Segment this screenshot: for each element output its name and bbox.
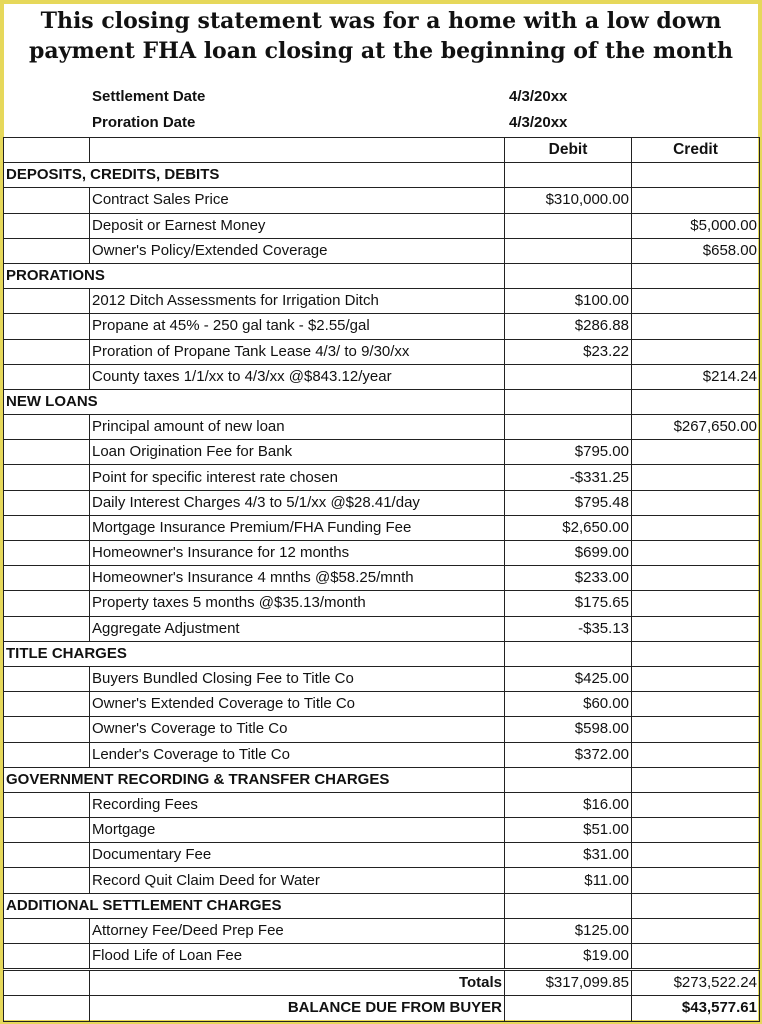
indent-cell xyxy=(4,843,90,868)
line-item-row xyxy=(4,490,760,515)
section-heading: PRORATIONS xyxy=(4,263,505,288)
indent-cell xyxy=(4,490,90,515)
section-credit-blank xyxy=(632,163,760,188)
totals-label: Totals xyxy=(90,970,505,996)
line-item-description: Mortgage Insurance Premium/FHA Funding Fee xyxy=(90,515,505,540)
line-item-description: Owner's Coverage to Title Co xyxy=(90,717,505,742)
line-item-credit xyxy=(632,792,760,817)
line-item-credit xyxy=(632,717,760,742)
indent-cell xyxy=(4,440,90,465)
line-item-row xyxy=(4,591,760,616)
line-item-credit xyxy=(632,692,760,717)
line-item-debit xyxy=(505,415,632,440)
line-item-description: Daily Interest Charges 4/3 to 5/1/xx @$28.41/day xyxy=(90,490,505,515)
indent-cell xyxy=(4,314,90,339)
line-item-description: Recording Fees xyxy=(90,792,505,817)
line-item-credit xyxy=(632,490,760,515)
balance-row xyxy=(4,996,760,1021)
closing-statement-table xyxy=(3,137,760,1022)
line-item-debit: $699.00 xyxy=(505,541,632,566)
line-item-debit: $23.22 xyxy=(505,339,632,364)
proration-date-value: 4/3/20xx xyxy=(509,114,568,131)
line-item-description: Lender's Coverage to Title Co xyxy=(90,742,505,767)
section-row xyxy=(4,263,760,288)
section-credit-blank xyxy=(632,893,760,918)
header-blank-b xyxy=(90,138,505,163)
balance-label: BALANCE DUE FROM BUYER xyxy=(90,996,505,1021)
line-item-debit: $19.00 xyxy=(505,944,632,970)
indent-cell xyxy=(4,666,90,691)
line-item-credit: $5,000.00 xyxy=(632,213,760,238)
line-item-row xyxy=(4,314,760,339)
line-item-row xyxy=(4,868,760,893)
line-item-row xyxy=(4,541,760,566)
line-item-description: Owner's Policy/Extended Coverage xyxy=(90,238,505,263)
section-heading: NEW LOANS xyxy=(4,389,505,414)
line-item-debit xyxy=(505,213,632,238)
line-item-description: Aggregate Adjustment xyxy=(90,616,505,641)
line-item-credit xyxy=(632,591,760,616)
section-heading: TITLE CHARGES xyxy=(4,641,505,666)
indent-cell xyxy=(4,238,90,263)
indent-cell xyxy=(4,188,90,213)
line-item-debit: $598.00 xyxy=(505,717,632,742)
line-item-row xyxy=(4,213,760,238)
section-row xyxy=(4,767,760,792)
line-item-credit xyxy=(632,566,760,591)
line-item-debit: -$35.13 xyxy=(505,616,632,641)
line-item-debit: $233.00 xyxy=(505,566,632,591)
indent-cell xyxy=(4,213,90,238)
indent-cell xyxy=(4,944,90,970)
line-item-credit xyxy=(632,339,760,364)
line-item-row xyxy=(4,364,760,389)
indent-cell xyxy=(4,818,90,843)
indent-cell xyxy=(4,566,90,591)
indent-cell xyxy=(4,515,90,540)
line-item-description: Mortgage xyxy=(90,818,505,843)
line-item-row xyxy=(4,742,760,767)
line-item-description: Deposit or Earnest Money xyxy=(90,213,505,238)
line-item-description: Attorney Fee/Deed Prep Fee xyxy=(90,918,505,943)
line-item-credit xyxy=(632,440,760,465)
line-item-row xyxy=(4,843,760,868)
line-item-credit xyxy=(632,515,760,540)
section-debit-blank xyxy=(505,641,632,666)
line-item-description: Homeowner's Insurance 4 mnths @$58.25/mnth xyxy=(90,566,505,591)
section-row xyxy=(4,163,760,188)
debit-column-header: Debit xyxy=(505,138,632,163)
line-item-debit xyxy=(505,238,632,263)
line-item-debit: $175.65 xyxy=(505,591,632,616)
section-debit-blank xyxy=(505,263,632,288)
totals-credit: $273,522.24 xyxy=(632,970,760,996)
line-item-description: 2012 Ditch Assessments for Irrigation Ditch xyxy=(90,289,505,314)
line-item-debit: $11.00 xyxy=(505,868,632,893)
title-line-2: payment FHA loan closing at the beginning of the month xyxy=(29,38,733,64)
line-item-credit xyxy=(632,818,760,843)
line-item-description: Loan Origination Fee for Bank xyxy=(90,440,505,465)
line-item-description: Point for specific interest rate chosen xyxy=(90,465,505,490)
line-item-row xyxy=(4,465,760,490)
line-item-credit xyxy=(632,742,760,767)
line-item-row xyxy=(4,918,760,943)
section-credit-blank xyxy=(632,263,760,288)
line-item-credit xyxy=(632,944,760,970)
line-item-description: Property taxes 5 months @$35.13/month xyxy=(90,591,505,616)
line-item-debit: $795.00 xyxy=(505,440,632,465)
header-row xyxy=(4,138,760,163)
line-item-debit xyxy=(505,364,632,389)
line-item-description: County taxes 1/1/xx to 4/3/xx @$843.12/year xyxy=(90,364,505,389)
line-item-row xyxy=(4,818,760,843)
section-row xyxy=(4,389,760,414)
line-item-credit xyxy=(632,868,760,893)
line-item-row xyxy=(4,238,760,263)
indent-cell xyxy=(4,868,90,893)
line-item-credit xyxy=(632,188,760,213)
line-item-debit: $795.48 xyxy=(505,490,632,515)
line-item-debit: $100.00 xyxy=(505,289,632,314)
proration-date-label: Proration Date xyxy=(92,114,196,131)
line-item-description: Owner's Extended Coverage to Title Co xyxy=(90,692,505,717)
line-item-description: Homeowner's Insurance for 12 months xyxy=(90,541,505,566)
header-blank-a xyxy=(4,138,90,163)
section-heading: DEPOSITS, CREDITS, DEBITS xyxy=(4,163,505,188)
line-item-debit: $31.00 xyxy=(505,843,632,868)
section-debit-blank xyxy=(505,163,632,188)
line-item-credit: $658.00 xyxy=(632,238,760,263)
line-item-row xyxy=(4,566,760,591)
settlement-date-value: 4/3/20xx xyxy=(509,88,568,105)
indent-cell xyxy=(4,692,90,717)
line-item-description: Principal amount of new loan xyxy=(90,415,505,440)
line-item-debit: $372.00 xyxy=(505,742,632,767)
line-item-credit xyxy=(632,314,760,339)
line-item-debit: $16.00 xyxy=(505,792,632,817)
balance-debit xyxy=(505,996,632,1021)
line-item-debit: $60.00 xyxy=(505,692,632,717)
indent-cell xyxy=(4,289,90,314)
line-item-description: Documentary Fee xyxy=(90,843,505,868)
line-item-row xyxy=(4,692,760,717)
balance-blank xyxy=(4,996,90,1021)
section-row xyxy=(4,641,760,666)
line-item-credit xyxy=(632,918,760,943)
section-debit-blank xyxy=(505,893,632,918)
line-item-credit xyxy=(632,616,760,641)
totals-row xyxy=(4,970,760,996)
line-item-description: Flood Life of Loan Fee xyxy=(90,944,505,970)
indent-cell xyxy=(4,591,90,616)
indent-cell xyxy=(4,717,90,742)
line-item-row xyxy=(4,440,760,465)
indent-cell xyxy=(4,465,90,490)
line-item-description: Proration of Propane Tank Lease 4/3/ to 9/30/xx xyxy=(90,339,505,364)
line-item-debit: $51.00 xyxy=(505,818,632,843)
line-item-row xyxy=(4,616,760,641)
indent-cell xyxy=(4,415,90,440)
indent-cell xyxy=(4,339,90,364)
section-credit-blank xyxy=(632,767,760,792)
line-item-credit: $214.24 xyxy=(632,364,760,389)
line-item-credit xyxy=(632,843,760,868)
settlement-date-label: Settlement Date xyxy=(92,88,206,105)
line-item-row xyxy=(4,515,760,540)
line-item-credit: $267,650.00 xyxy=(632,415,760,440)
line-item-credit xyxy=(632,289,760,314)
indent-cell xyxy=(4,742,90,767)
line-item-description: Contract Sales Price xyxy=(90,188,505,213)
line-item-description: Propane at 45% - 250 gal tank - $2.55/gal xyxy=(90,314,505,339)
section-credit-blank xyxy=(632,389,760,414)
line-item-row xyxy=(4,944,760,970)
line-item-row xyxy=(4,792,760,817)
statement-title xyxy=(0,6,762,66)
totals-debit: $317,099.85 xyxy=(505,970,632,996)
section-debit-blank xyxy=(505,389,632,414)
line-item-row xyxy=(4,289,760,314)
credit-column-header: Credit xyxy=(632,138,760,163)
line-item-row xyxy=(4,415,760,440)
line-item-debit: $286.88 xyxy=(505,314,632,339)
section-credit-blank xyxy=(632,641,760,666)
indent-cell xyxy=(4,616,90,641)
line-item-row xyxy=(4,188,760,213)
section-heading: GOVERNMENT RECORDING & TRANSFER CHARGES xyxy=(4,767,505,792)
line-item-description: Record Quit Claim Deed for Water xyxy=(90,868,505,893)
line-item-debit: -$331.25 xyxy=(505,465,632,490)
line-item-debit: $425.00 xyxy=(505,666,632,691)
indent-cell xyxy=(4,918,90,943)
line-item-credit xyxy=(632,465,760,490)
section-row xyxy=(4,893,760,918)
indent-cell xyxy=(4,364,90,389)
statement-body xyxy=(4,138,760,1022)
line-item-debit: $2,650.00 xyxy=(505,515,632,540)
line-item-credit xyxy=(632,666,760,691)
indent-cell xyxy=(4,792,90,817)
line-item-debit: $310,000.00 xyxy=(505,188,632,213)
section-heading: ADDITIONAL SETTLEMENT CHARGES xyxy=(4,893,505,918)
line-item-debit: $125.00 xyxy=(505,918,632,943)
title-line-1: This closing statement was for a home with a low down xyxy=(40,8,722,34)
indent-cell xyxy=(4,541,90,566)
line-item-row xyxy=(4,717,760,742)
line-item-row xyxy=(4,339,760,364)
line-item-description: Buyers Bundled Closing Fee to Title Co xyxy=(90,666,505,691)
line-item-row xyxy=(4,666,760,691)
section-debit-blank xyxy=(505,767,632,792)
totals-blank xyxy=(4,970,90,996)
line-item-credit xyxy=(632,541,760,566)
balance-credit: $43,577.61 xyxy=(632,996,760,1021)
